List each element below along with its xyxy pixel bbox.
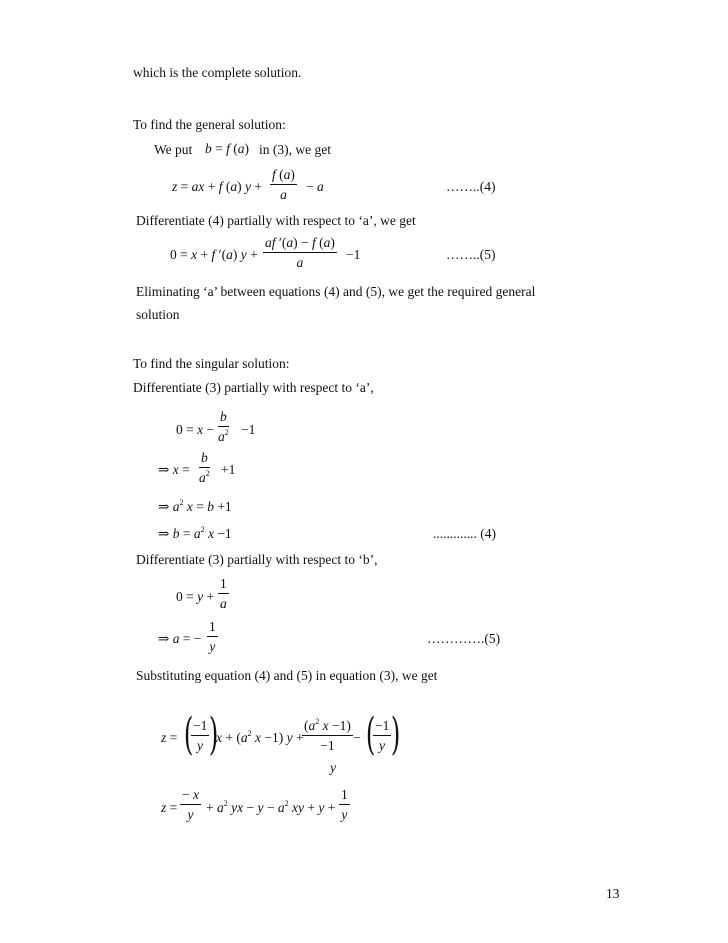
math-b-equals-fa: b = f (a) xyxy=(205,141,250,156)
equation-tag-4: ……..(4) xyxy=(446,179,496,194)
text-differentiate-4: Differentiate (4) partially with respect to ‘a’, we get xyxy=(136,213,416,228)
text-line-complete-solution: which is the complete solution. xyxy=(133,65,302,80)
text-differentiate-3-b: Differentiate (3) partially with respect to ‘b’, xyxy=(136,552,378,567)
heading-general-solution: To find the general solution: xyxy=(133,117,286,132)
equation-a2x: ⇒ $a^2$ x = b +1 xyxy=(158,498,232,514)
text-we-put: We put xyxy=(154,142,193,157)
equation-b-value: ⇒ $b = a^2$ x −1 xyxy=(158,525,232,541)
text-in-3-we-get: in (3), we get xyxy=(259,142,331,157)
page-number: 13 xyxy=(606,886,620,901)
equation-tag-5: ……..(5) xyxy=(446,247,496,262)
equation-tag-5b: ………….(5) xyxy=(427,631,501,646)
equation-tag-4b: ............. (4) xyxy=(433,526,496,541)
text-eliminating-a: Eliminating ‘a’ between equations (4) and (5), we get the required general xyxy=(136,284,536,299)
text-substituting: Substituting equation (4) and (5) in equation (3), we get xyxy=(136,668,438,683)
text-solution: solution xyxy=(136,307,180,322)
text-differentiate-3-a: Differentiate (3) partially with respect to ‘a’, xyxy=(133,380,374,395)
heading-singular-solution: To find the singular solution: xyxy=(133,356,290,371)
